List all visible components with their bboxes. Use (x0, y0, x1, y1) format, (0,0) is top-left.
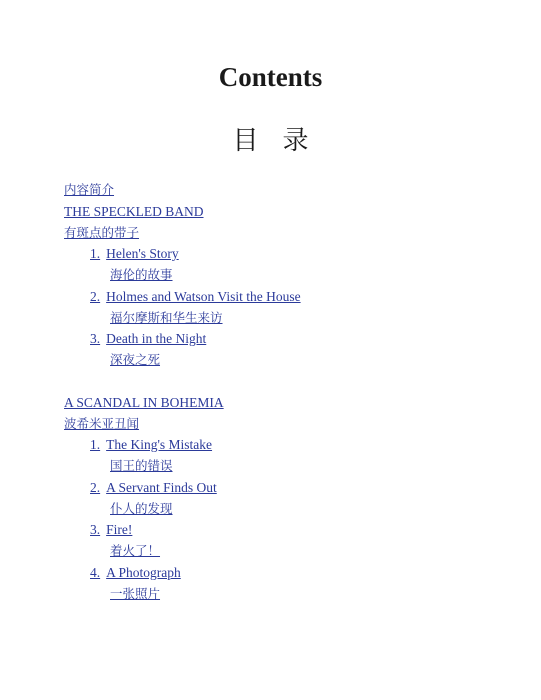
page-subtitle: 目录 (232, 126, 333, 156)
toc-link-story1-ch2-en[interactable] (90, 289, 301, 305)
toc-link-story2-ch1-en[interactable] (90, 437, 212, 453)
chapter-title: The King's Mistake (106, 437, 213, 452)
toc-link-story1-ch1-en[interactable] (90, 246, 179, 262)
chapter-title: A Photograph (106, 565, 181, 580)
chapter-number: 2. (90, 480, 101, 495)
chapter-title: Holmes and Watson Visit the House (106, 289, 301, 304)
chapter-title: Helen's Story (106, 246, 179, 261)
toc-link-story1-title-en[interactable]: THE SPECKLED BAND (64, 204, 204, 219)
toc-link-story1-ch1-zh[interactable]: 海伦的故事 (110, 267, 173, 282)
chapter-title: Death in the Night (106, 331, 207, 346)
toc-link-story1-ch2-zh[interactable]: 福尔摩斯和华生来访 (110, 310, 223, 325)
toc-link-story2-ch4-en[interactable] (90, 565, 181, 581)
toc-link-story2-ch3-en[interactable] (90, 522, 132, 538)
page-title: Contents (218, 62, 323, 92)
chapter-title: A Servant Finds Out (106, 480, 217, 495)
chapter-number: 1. (90, 437, 101, 452)
toc-link-story2-ch1-zh[interactable]: 国王的错误 (110, 458, 173, 473)
toc-link-story1-ch3-zh[interactable]: 深夜之死 (110, 352, 161, 367)
toc-link-story1-ch3-en[interactable] (90, 331, 206, 347)
toc-link-story2-ch4-zh[interactable]: 一张照片 (110, 586, 161, 601)
toc-link-story2-title-en[interactable]: A SCANDAL IN BOHEMIA (64, 395, 224, 410)
chapter-number: 1. (90, 246, 101, 261)
toc-link-intro[interactable]: 内容简介 (64, 182, 115, 197)
chapter-number: 2. (90, 289, 101, 304)
toc-link-story2-title-zh[interactable]: 波希米亚丑闻 (64, 416, 140, 431)
toc-link-story2-ch2-zh[interactable]: 仆人的发现 (110, 501, 173, 516)
chapter-number: 3. (90, 331, 101, 346)
chapter-number: 4. (90, 565, 101, 580)
chapter-title: Fire! (106, 522, 133, 537)
toc-link-story2-ch3-zh[interactable]: 着火了！ (110, 543, 161, 558)
toc-link-story1-title-zh[interactable]: 有斑点的带子 (64, 225, 140, 240)
toc-link-story2-ch2-en[interactable] (90, 480, 217, 496)
chapter-number: 3. (90, 522, 101, 537)
